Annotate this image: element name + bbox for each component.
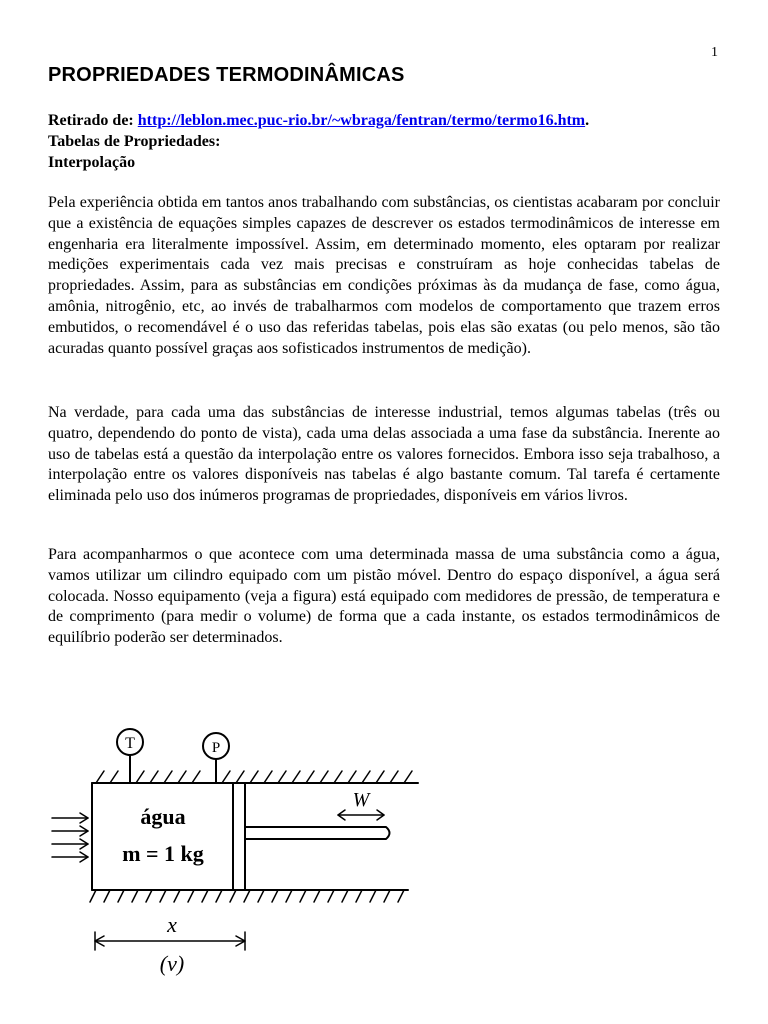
source-label: Retirado de: xyxy=(48,112,134,129)
pressure-gauge-label: P xyxy=(211,740,221,756)
piston-rod xyxy=(245,827,390,839)
subtitle-interpolacao: Interpolação xyxy=(48,154,136,171)
heat-input-arrows xyxy=(52,813,88,862)
source-suffix: . xyxy=(585,112,590,129)
paragraph-3: Para acompanharmos o que acontece com uma determinada massa de uma substância como a água, vamos utilizar um cilindro equipado com um pistão móvel. Dentro do espaço disponível, a água será colocada. Nosso equipamento (veja a figura) está equipado com medidores de pressão, de temperatura e de comprimento (para medir o volume) de forma que a cada instante, os estados termodinâmicos de equilíbrio poderão ser determinados. xyxy=(48,546,720,647)
temperature-gauge-label: T xyxy=(125,735,135,752)
subtitle-tabelas: Tabelas de Propriedades: xyxy=(48,133,221,150)
volume-label: (v) xyxy=(159,951,185,976)
mass-label: m = 1 kg xyxy=(122,841,204,866)
paragraph-1: Pela experiência obtida em tantos anos trabalhando com substâncias, os cientistas acabaram por concluir que a existência de equações simples capazes de descrever os estados termodinâmicos de interesse em engenharia era literalmente impossível. Assim, em determinado momento, eles optaram por realizar medições experimentais cada vez mais precisas e construíram as hoje conhecidas tabelas de propriedades. Assim, para as substâncias em condições próximas às da mudança de fase, como água, amônia, nitrogênio, etc, ao invés de trabalharmos com modelos de comportamento que trazem erros embutidos, o recomendável é o uso das referidas tabelas, pois elas são exatas (ou pelo menos, são tão acuradas quanto possível graças aos sofisticados instrumentos de medição). xyxy=(48,194,720,357)
paragraph-2: Na verdade, para cada uma das substâncias de interesse industrial, temos algumas tabelas (três ou quatro, dependendo do ponto de vista), cada uma delas associada a uma fase da substância. Inerente ao uso de tabelas está a questão da interpolação entre os valores fornecidos. Embora isso seja trabalhoso, a interpolação entre os valores disponíveis nas tabelas é algo bastante comum. Tal tarefa é certamente eliminada pelo uso dos inúmeros programas de propriedades, disponíveis em vários livros. xyxy=(48,404,720,505)
source-link[interactable]: http://leblon.mec.puc-rio.br/~wbraga/fentran/termo/termo16.htm xyxy=(137,112,586,129)
bottom-wall-hatching xyxy=(90,890,404,902)
length-label: x xyxy=(167,912,177,937)
piston xyxy=(233,783,245,890)
source-line xyxy=(48,110,589,131)
fluid-label: água xyxy=(140,804,186,829)
top-wall-hatching xyxy=(96,771,412,783)
document-meta xyxy=(48,110,589,173)
work-label: W xyxy=(352,789,370,811)
page-number: 1 xyxy=(711,45,718,60)
work-arrow-icon xyxy=(338,810,384,820)
document-title: PROPRIEDADES TERMODINÂMICAS xyxy=(48,64,405,86)
piston-cylinder-figure xyxy=(0,690,768,1010)
